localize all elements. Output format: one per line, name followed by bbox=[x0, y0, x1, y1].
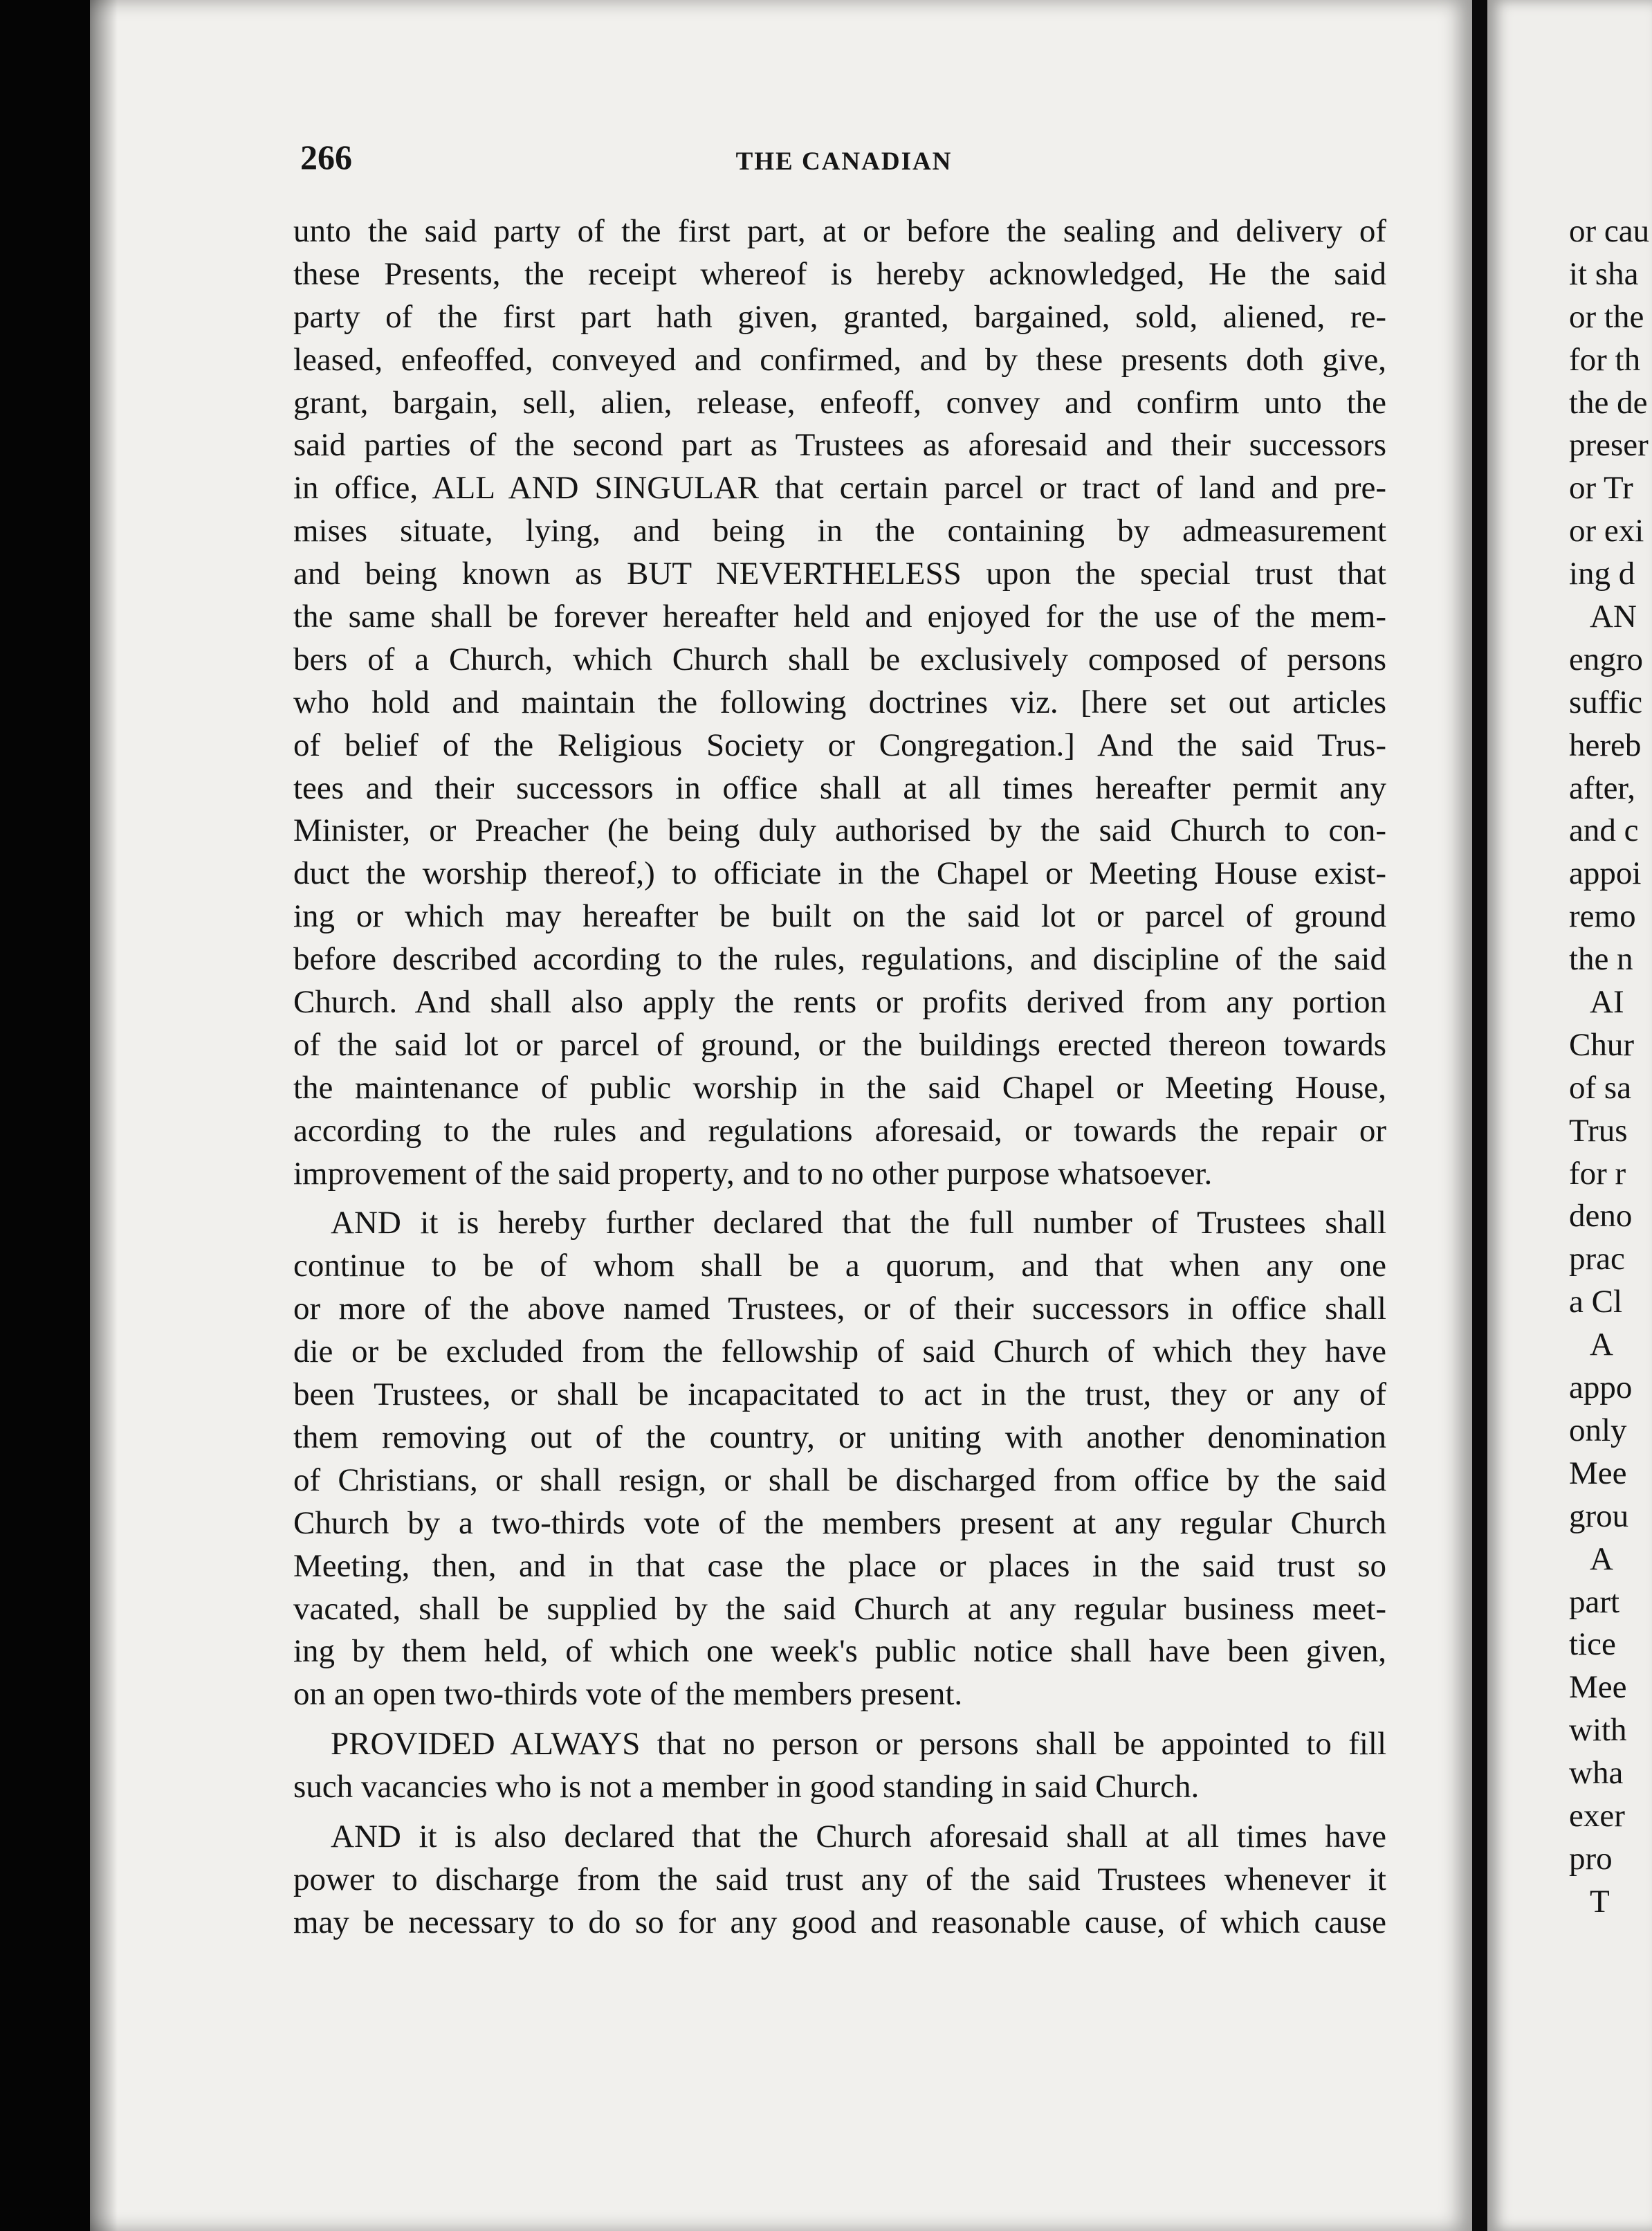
body-text bbox=[293, 210, 1386, 1945]
text-line: Minister, or Preacher (he being duly authorised by the said Church to con- bbox=[293, 812, 1386, 849]
text-line: unto the said party of the first part, at or before the sealing and delivery of bbox=[293, 213, 1386, 249]
text-line: according to the rules and regulations aforesaid, or towards the repair or bbox=[293, 1112, 1386, 1149]
right-fragment: for th bbox=[1569, 341, 1641, 378]
right-fragment: Trus bbox=[1569, 1112, 1628, 1149]
right-fragment: for r bbox=[1569, 1155, 1626, 1192]
right-fragment: part bbox=[1569, 1583, 1620, 1620]
text-line: them removing out of the country, or uniting with another denomination bbox=[293, 1419, 1386, 1455]
right-fragment: appoi bbox=[1569, 855, 1642, 892]
text-line: Church. And shall also apply the rents or profits derived from any portion bbox=[293, 984, 1386, 1021]
right-fragment: Mee bbox=[1569, 1669, 1627, 1706]
text-line: grant, bargain, sell, alien, release, enfeoff, convey and confirm unto the bbox=[293, 384, 1386, 421]
right-fragment: preser bbox=[1569, 427, 1649, 464]
right-fragment: Mee bbox=[1569, 1455, 1627, 1491]
running-title: THE CANADIAN bbox=[735, 147, 953, 176]
text-line: such vacancies who is not a member in good standing in said Church. bbox=[293, 1769, 1200, 1805]
right-fragment: Chur bbox=[1569, 1026, 1634, 1063]
text-line: party of the first part hath given, granted, bargained, sold, aliened, re- bbox=[293, 298, 1386, 335]
text-line: of Christians, or shall resign, or shall be discharged from office by the said bbox=[293, 1461, 1386, 1498]
right-fragment: appo bbox=[1569, 1369, 1633, 1406]
paragraph-start-line: PROVIDED ALWAYS that no person or persons shall be appointed to fill bbox=[331, 1726, 1386, 1763]
text-line: mises situate, lying, and being in the containing by admeasurement bbox=[293, 513, 1386, 549]
right-fragment: the de bbox=[1569, 384, 1648, 421]
text-line: bers of a Church, which Church shall be exclusively composed of persons bbox=[293, 641, 1386, 677]
right-fragment: and c bbox=[1569, 812, 1639, 849]
binding-shadow bbox=[90, 0, 118, 2231]
right-fragment: suffic bbox=[1569, 684, 1643, 720]
right-fragment: T bbox=[1590, 1883, 1610, 1920]
right-page-text bbox=[1569, 210, 1652, 1924]
right-fragment: ing d bbox=[1569, 556, 1635, 592]
text-line: who hold and maintain the following doctrines viz. [here set out articles bbox=[293, 684, 1386, 720]
text-line: on an open two-thirds vote of the members present. bbox=[293, 1676, 963, 1713]
right-fragment: it sha bbox=[1569, 255, 1639, 292]
right-fragment: tice bbox=[1569, 1626, 1616, 1663]
text-line: improvement of the said property, and to no other purpose whatsoever. bbox=[293, 1155, 1213, 1192]
text-line: ing by them held, of which one week's public notice shall have been given, bbox=[293, 1633, 1386, 1670]
right-fragment: engro bbox=[1569, 641, 1644, 677]
right-fragment: AN bbox=[1590, 599, 1637, 635]
text-line: in office, ALL AND SINGULAR that certain parcel or tract of land and pre- bbox=[293, 470, 1386, 507]
text-line: Meeting, then, and in that case the place or places in the said trust so bbox=[293, 1547, 1386, 1584]
text-line: of the said lot or parcel of ground, or the buildings erected thereon towards bbox=[293, 1026, 1386, 1063]
right-fragment: AI bbox=[1590, 984, 1624, 1021]
text-line: duct the worship thereof,) to officiate in the Chapel or Meeting House exist- bbox=[293, 855, 1386, 892]
right-fragment: or cau bbox=[1569, 213, 1650, 249]
text-line: leased, enfeoffed, conveyed and confirmed, and by these presents doth give, bbox=[293, 341, 1386, 378]
right-fragment: with bbox=[1569, 1712, 1627, 1749]
text-line: Church by a two-thirds vote of the members present at any regular Church bbox=[293, 1504, 1386, 1541]
text-line: power to discharge from the said trust any of the said Trustees whenever it bbox=[293, 1861, 1386, 1897]
right-fragment: wha bbox=[1569, 1755, 1624, 1792]
text-line: these Presents, the receipt whereof is hereby acknowledged, He the said bbox=[293, 255, 1386, 292]
text-line: die or be excluded from the fellowship of said Church of which they have bbox=[293, 1333, 1386, 1370]
text-line: and being known as BUT NEVERTHELESS upon the special trust that bbox=[293, 556, 1386, 592]
page-number: 266 bbox=[300, 138, 352, 176]
right-fragment: exer bbox=[1569, 1797, 1625, 1834]
right-fragment: remo bbox=[1569, 898, 1636, 935]
text-line: before described according to the rules, regulations, and discipline of the said bbox=[293, 941, 1386, 978]
right-fragment: or Tr bbox=[1569, 470, 1633, 507]
right-fragment: A bbox=[1590, 1327, 1613, 1363]
right-fragment: prac bbox=[1569, 1241, 1625, 1277]
text-line: said parties of the second part as Trustees as aforesaid and their successors bbox=[293, 427, 1386, 464]
right-fragment: A bbox=[1590, 1540, 1613, 1577]
text-line: of belief of the Religious Society or Congregation.] And the said Trus- bbox=[293, 727, 1386, 763]
right-fragment: of sa bbox=[1569, 1069, 1632, 1106]
right-fragment: pro bbox=[1569, 1840, 1613, 1877]
text-line: may be necessary to do so for any good and reasonable cause, of which cause bbox=[293, 1904, 1386, 1940]
right-fragment: a Cl bbox=[1569, 1284, 1623, 1320]
text-line: the same shall be forever hereafter held and enjoyed for the use of the mem- bbox=[293, 599, 1386, 635]
paragraph-start-line: AND it is hereby further declared that the full number of Trustees shall bbox=[331, 1205, 1386, 1241]
right-fragment: hereb bbox=[1569, 727, 1642, 763]
right-fragment: the n bbox=[1569, 941, 1633, 978]
right-fragment: or exi bbox=[1569, 513, 1644, 549]
text-line: tees and their successors in office shall at all times hereafter permit any bbox=[293, 770, 1386, 806]
text-line: the maintenance of public worship in the said Chapel or Meeting House, bbox=[293, 1069, 1386, 1106]
right-fragment: after, bbox=[1569, 770, 1635, 806]
text-line: continue to be of whom shall be a quorum, and that when any one bbox=[293, 1248, 1386, 1284]
page-gutter bbox=[1472, 0, 1487, 2231]
text-line: or more of the above named Trustees, or of their successors in office shall bbox=[293, 1291, 1386, 1327]
right-fragment: only bbox=[1569, 1412, 1627, 1448]
right-fragment: deno bbox=[1569, 1198, 1633, 1235]
right-fragment: grou bbox=[1569, 1497, 1629, 1534]
text-line: been Trustees, or shall be incapacitated to act in the trust, they or any of bbox=[293, 1376, 1386, 1413]
text-line: vacated, shall be supplied by the said Church at any regular business meet- bbox=[293, 1590, 1386, 1627]
text-line: ing or which may hereafter be built on the said lot or parcel of ground bbox=[293, 898, 1386, 935]
right-fragment: or the bbox=[1569, 298, 1644, 335]
paragraph-start-line: AND it is also declared that the Church aforesaid shall at all times have bbox=[331, 1818, 1386, 1855]
